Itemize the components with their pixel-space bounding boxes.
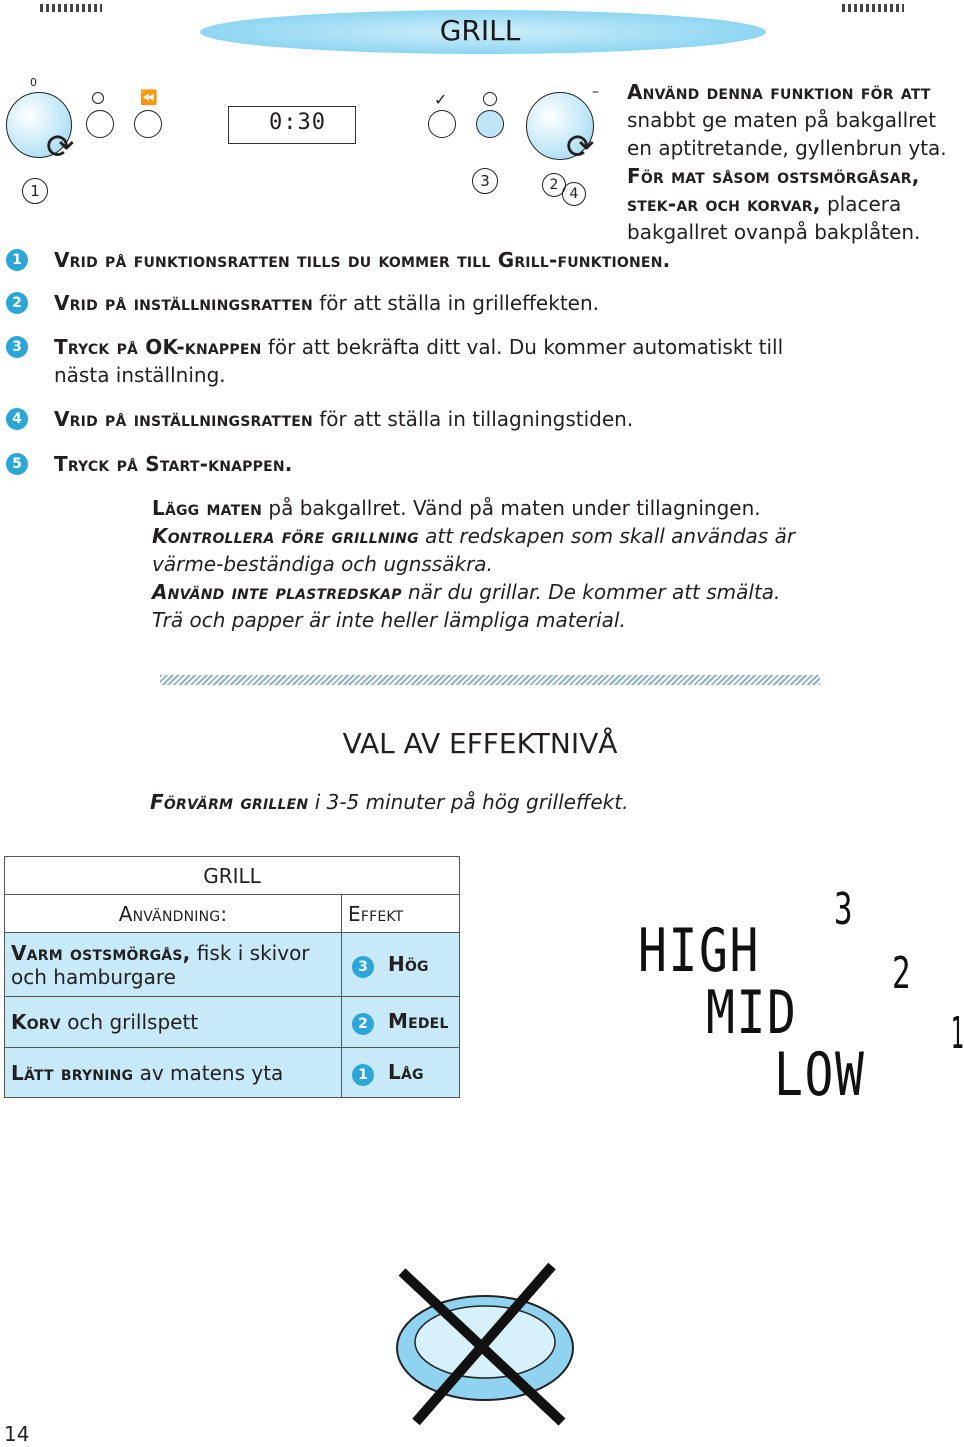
display-3: 3 [833, 884, 853, 935]
display-screen [228, 106, 356, 144]
step-number: 2 [6, 292, 28, 314]
level-badge: 2 [352, 1013, 374, 1035]
intro-lead-caps: Använd denna funktion för att [627, 80, 931, 104]
callout-2: 2 [542, 173, 566, 197]
rotate-arrows-icon: ⟳ [566, 127, 595, 167]
corner-wave-right [842, 4, 904, 12]
table-row: Korv och grillspett 2 Medel [5, 997, 460, 1048]
divider-wave [160, 675, 820, 685]
intro-lead-rest: snabbt ge maten på bakgallret en aptitretande, gyllenbrun yta. [627, 108, 947, 160]
intro-tip-rest: placera bakgallret ovanpå bakplåten. [627, 192, 921, 244]
col-effect: Effekt [342, 895, 460, 933]
preheat-note: Förvärm grillen i 3-5 minuter på hög grilleffekt. [150, 790, 629, 814]
level-display [630, 880, 964, 1110]
control-panel [0, 70, 610, 220]
back-icon: ⏪ [140, 90, 158, 106]
level-badge: 3 [352, 956, 374, 978]
display-time: 0:30 [269, 110, 326, 135]
knob-zero-label: 0 [30, 76, 37, 89]
note-no-plastic: Använd inte plastredskap när du grillar. De kommer att smälta. Trä och papper är inte heller lämpliga material. [152, 580, 781, 632]
minus-label: – [592, 84, 599, 100]
corner-wave-left [40, 4, 102, 12]
start-button[interactable] [476, 110, 504, 138]
ok-check-icon: ✓ [434, 90, 448, 109]
rotate-arrows-icon: ⟳ [46, 127, 75, 167]
step-number: 1 [6, 249, 28, 271]
intro-text [627, 78, 957, 246]
no-plastic-dish-illustration [380, 1260, 590, 1430]
level-badge: 1 [352, 1064, 374, 1086]
table-row: Lätt bryning av matens yta 1 Låg [5, 1048, 460, 1098]
table-title: GRILL [5, 857, 460, 895]
display-1: 1 [950, 1008, 964, 1059]
display-low: LOW [774, 1040, 866, 1110]
step-number: 5 [6, 453, 28, 475]
col-usage: Användning: [5, 895, 342, 933]
ok-button[interactable] [428, 110, 456, 138]
table-row: Varm ostsmörgås, fisk i skivor och hamburgare 3 Hög [5, 933, 460, 997]
step-number: 4 [6, 408, 28, 430]
display-mid: MID [706, 978, 798, 1048]
stop-icon [92, 92, 104, 104]
start-play-icon [483, 92, 497, 106]
note-check-utensils: Kontrollera före grillning att redskapen som skall användas är värme-beständiga och ugnssäkra. [152, 524, 796, 576]
page-number: 14 [4, 1422, 30, 1446]
step-number: 3 [6, 336, 28, 358]
callout-4: 4 [562, 182, 586, 206]
callout-3: 3 [472, 168, 498, 194]
note-place-food: Lägg maten på bakgallret. Vänd på maten under tillagningen. [152, 496, 761, 520]
display-high: HIGH [638, 916, 760, 986]
section-title: VAL AV EFFEKTNIVÅ [342, 727, 618, 760]
intro-tip-caps: För mat såsom ostsmörgåsar, stek-ar och korvar, [627, 164, 920, 216]
page-title: GRILL [439, 14, 521, 47]
display-2: 2 [891, 948, 911, 999]
callout-1: 1 [22, 178, 48, 204]
back-button[interactable] [134, 110, 162, 138]
grill-table [4, 856, 460, 1098]
stop-button[interactable] [86, 110, 114, 138]
notes [152, 494, 812, 634]
